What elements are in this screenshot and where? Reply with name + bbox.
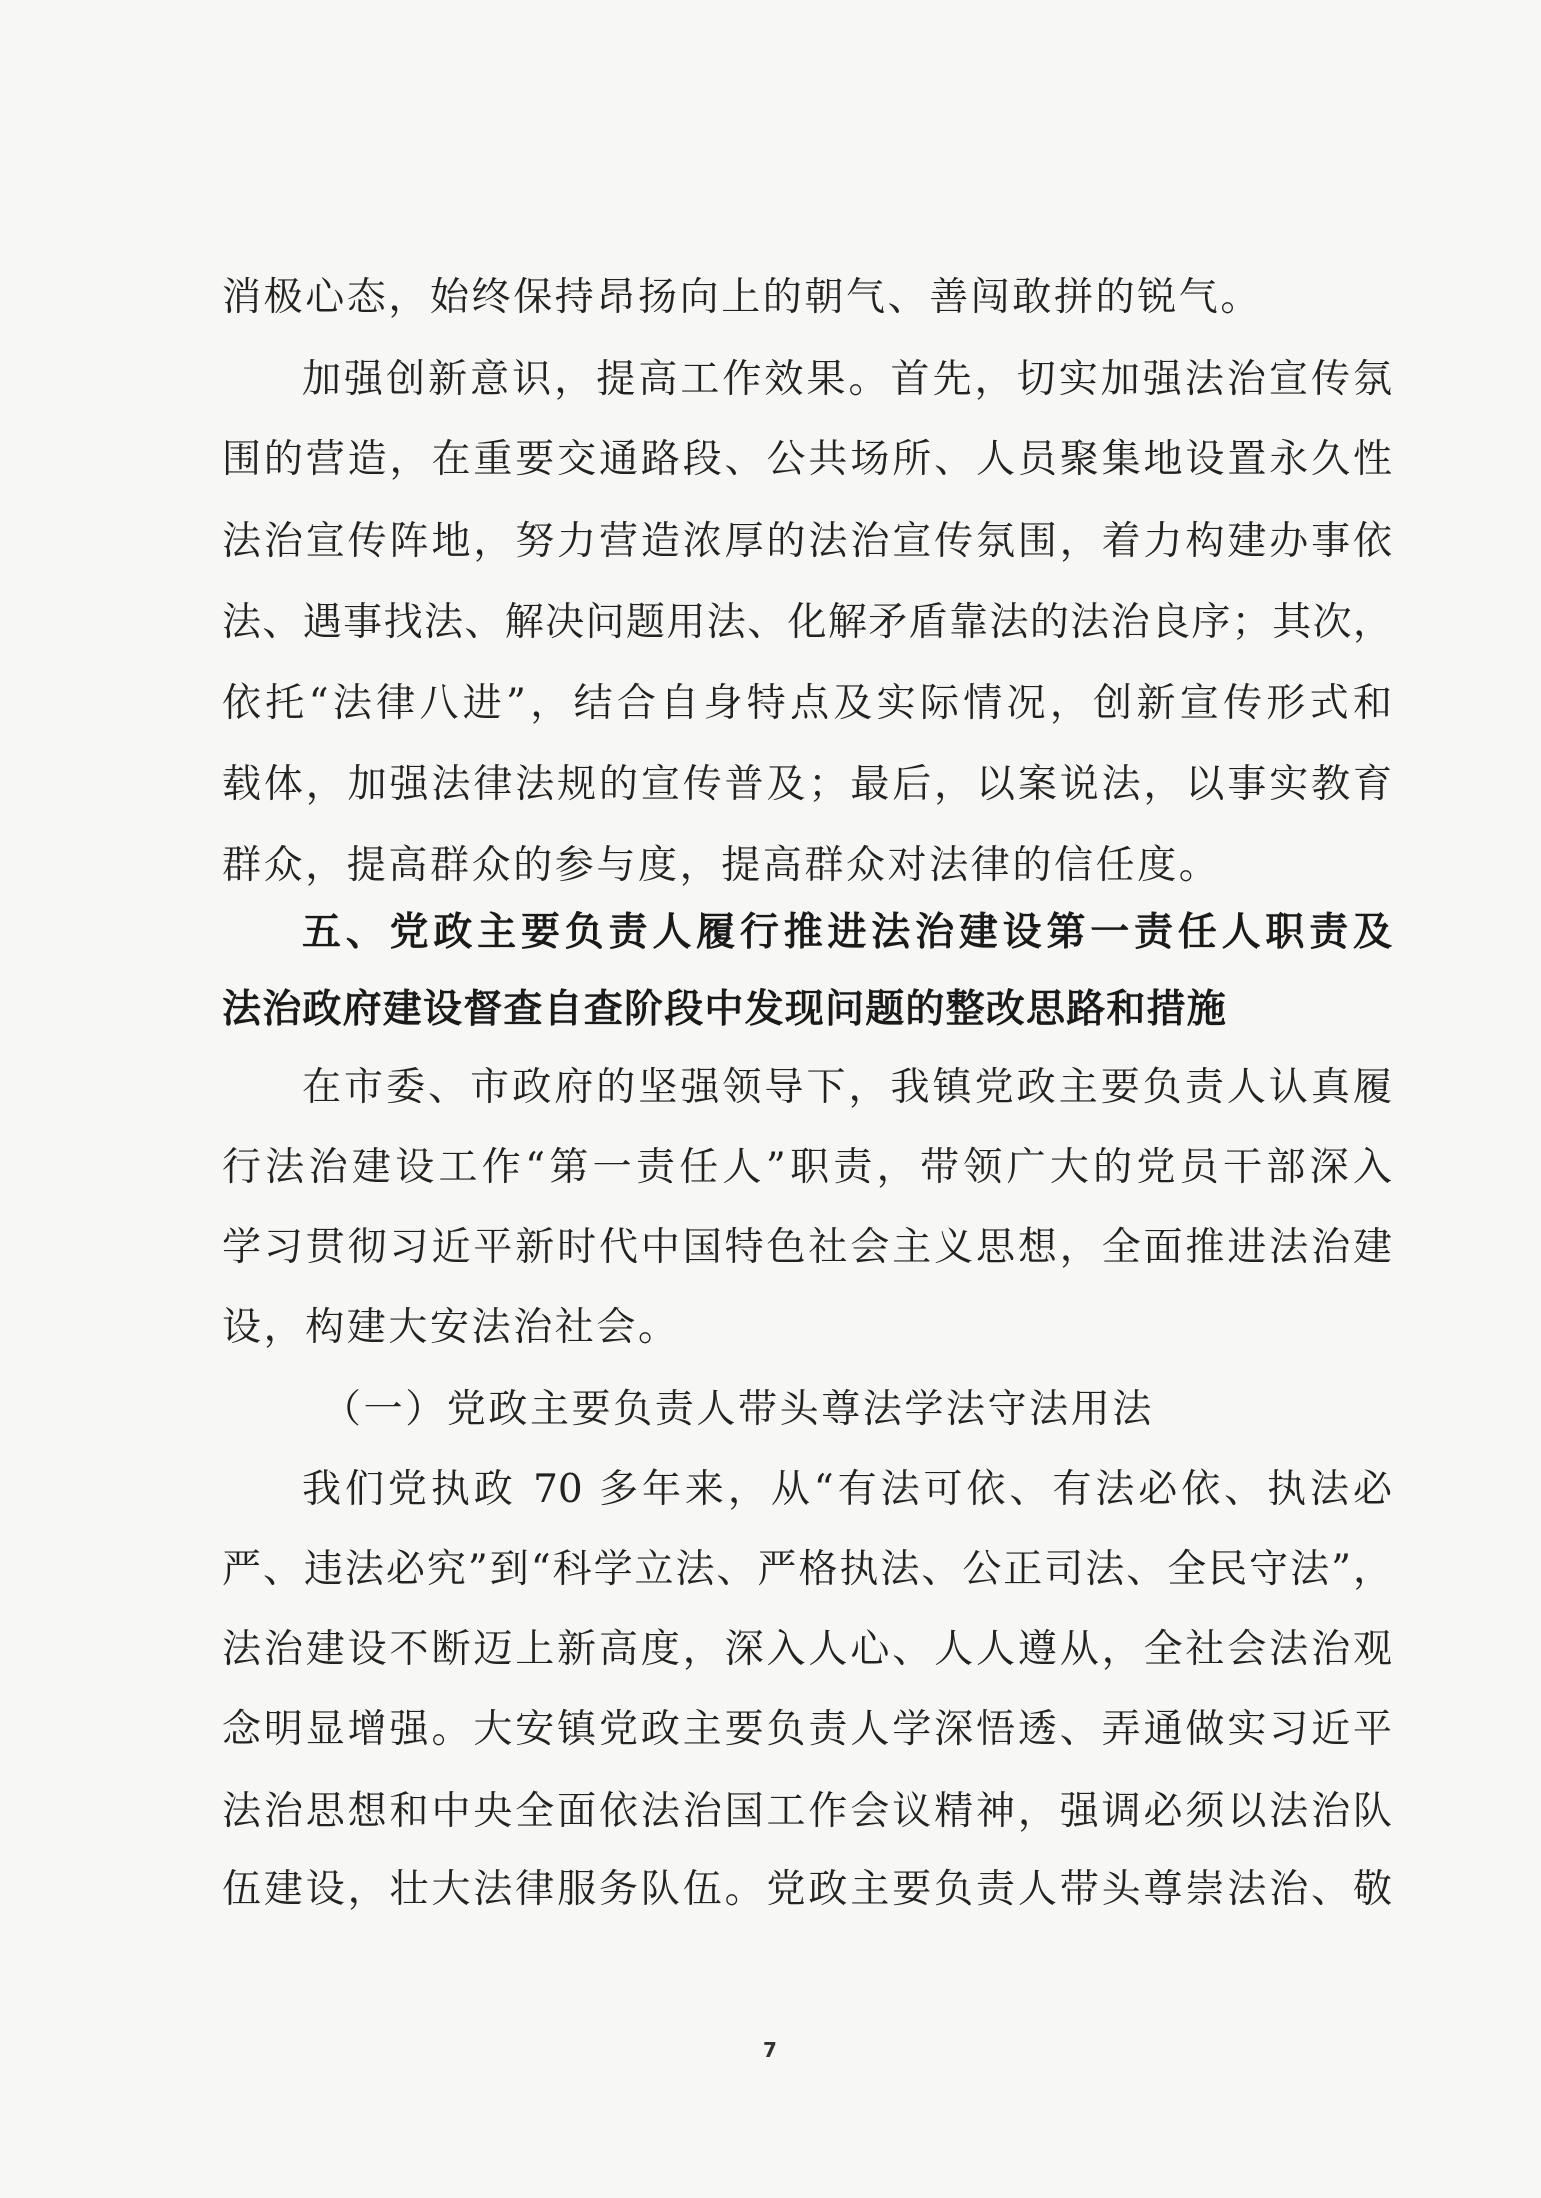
paragraph-line: 念明显增强。大安镇党政主要负责人学深悟透、弄通做实习近平 — [222, 1707, 1392, 1752]
section-heading: 法治政府建设督查自查阶段中发现问题的整改思路和措施 — [222, 987, 1228, 1032]
paragraph-line: 法治思想和中央全面依法治国工作会议精神，强调必须以法治队 — [222, 1789, 1392, 1834]
paragraph-line: 载体，加强法律法规的宣传普及；最后，以案说法，以事实教育 — [222, 762, 1392, 807]
paragraph-line: 法治建设不断迈上新高度，深入人心、人人遵从，全社会法治观 — [222, 1627, 1392, 1672]
paragraph-line: 围的营造，在重要交通路段、公共场所、人员聚集地设置永久性 — [222, 437, 1392, 482]
paragraph-line: 行法治建设工作“第一责任人”职责，带领广大的党员干部深入 — [222, 1145, 1392, 1190]
paragraph-line: 伍建设，壮大法律服务队伍。党政主要负责人带头尊崇法治、敬 — [222, 1867, 1392, 1912]
paragraph-line: 消极心态，始终保持昂扬向上的朝气、善闯敢拼的锐气。 — [222, 275, 1263, 320]
paragraph-line: 群众，提高群众的参与度，提高群众对法律的信任度。 — [222, 843, 1221, 888]
paragraph-line: 依托“法律八进”，结合自身特点及实际情况，创新宣传形式和 — [222, 681, 1392, 726]
page-number: 7 — [763, 2038, 777, 2062]
subsection-heading: （一）党政主要负责人带头尊法学法守法用法 — [322, 1387, 1155, 1432]
paragraph-line: 在市委、市政府的坚强领导下，我镇党政主要负责人认真履 — [302, 1065, 1392, 1110]
paragraph-line: 严、违法必究”到“科学立法、严格执法、公正司法、全民守法”， — [222, 1547, 1392, 1592]
paragraph-line: 法治宣传阵地，努力营造浓厚的法治宣传氛围，着力构建办事依 — [222, 519, 1392, 564]
paragraph-line: 设，构建大安法治社会。 — [222, 1305, 680, 1350]
paragraph-line: 学习贯彻习近平新时代中国特色社会主义思想，全面推进法治建 — [222, 1225, 1392, 1270]
section-heading: 五、党政主要负责人履行推进法治建设第一责任人职责及 — [302, 910, 1392, 955]
paragraph-line: 加强创新意识，提高工作效果。首先，切实加强法治宣传氛 — [302, 357, 1392, 402]
paragraph-line: 法、遇事找法、解决问题用法、化解矛盾靠法的法治良序；其次， — [222, 600, 1392, 645]
paragraph-line: 我们党执政 70 多年来，从“有法可依、有法必依、执法必 — [302, 1467, 1392, 1512]
